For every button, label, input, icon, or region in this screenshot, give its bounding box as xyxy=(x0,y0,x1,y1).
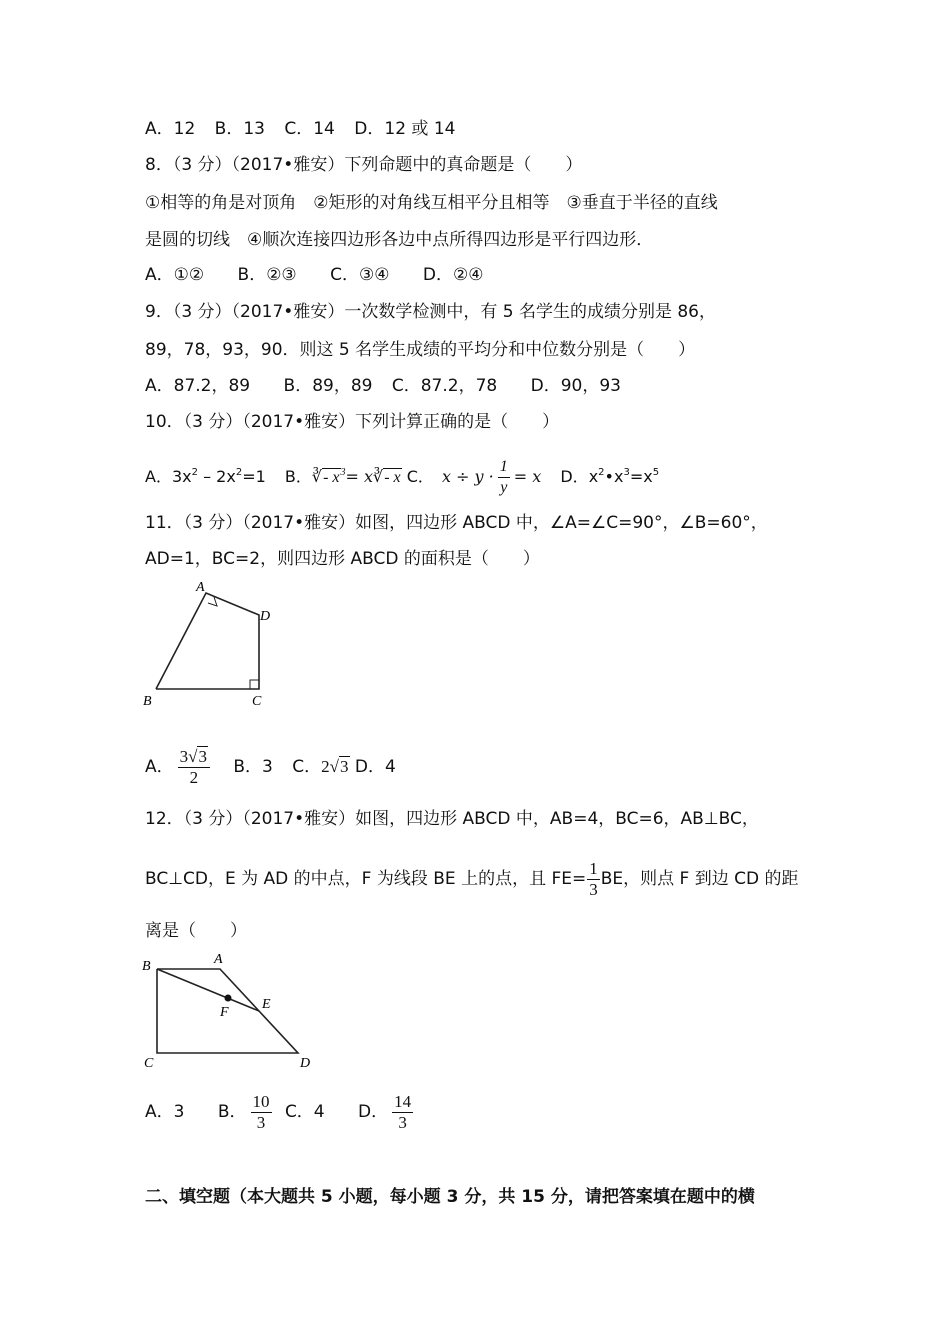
q12-label-d: D xyxy=(300,1056,311,1071)
q12-option-d: D． $\frac{14}{3}$ xyxy=(358,1091,412,1132)
q11-option-d: D．4 xyxy=(354,757,396,777)
q12-label-f: F xyxy=(220,1005,229,1020)
q12-segment-be xyxy=(157,969,259,1011)
q12-option-c: C．4 xyxy=(284,1102,325,1122)
q11-options xyxy=(145,745,396,789)
q8-line1: ①相等的角是对顶角 ②矩形的对角线互相平分且相等 ③垂直于半径的直线 xyxy=(145,193,718,213)
q9-options xyxy=(145,375,621,397)
q9-option-d: D．90，93 xyxy=(530,376,621,396)
q7-option-a: A．12 xyxy=(145,119,196,139)
q9-option-c: C．87.2，78 xyxy=(391,376,498,396)
q11-quadrilateral xyxy=(156,593,259,689)
q12-label-c: C xyxy=(144,1056,154,1071)
q12-stem: 12．（3 分）（2017•雅安）如图，四边形 ABCD 中，AB=4，BC=6，AB⊥BC， xyxy=(145,809,759,829)
q7-option-d: D．12 或 14 xyxy=(354,119,456,139)
q11-label-c: C xyxy=(252,694,262,709)
q8-option-c: C．③④ xyxy=(330,265,390,285)
q11-option-c: C．2√3 xyxy=(292,757,349,777)
q10-stem: 10．（3 分）（2017•雅安）下列计算正确的是（ ） xyxy=(145,412,560,432)
q7-option-b: B．13 xyxy=(214,119,265,139)
q12-figure xyxy=(138,950,318,1075)
q11-option-a: A． $\frac{3√3}{2}$ xyxy=(145,757,214,777)
q11-right-angle-c xyxy=(250,680,259,689)
q10-option-d: D．$x^2•x^3=x^5$ xyxy=(560,467,660,486)
q11-line2: AD=1，BC=2，则四边形 ABCD 的面积是（ ） xyxy=(145,549,540,569)
q11-right-angle-a xyxy=(208,597,217,606)
section2-heading: 二、填空题（本大题共 5 小题，每小题 3 分，共 15 分，请把答案填在题中的横 xyxy=(145,1187,755,1207)
q11-option-b: B．3 xyxy=(233,757,273,777)
q8-option-b: B．②③ xyxy=(237,265,297,285)
q12-label-b: B xyxy=(142,959,151,974)
q12-option-b: B． $\frac{10}{3}$ xyxy=(217,1091,270,1132)
q8-options xyxy=(145,264,483,286)
q11-label-d: D xyxy=(260,609,271,624)
q12-line3: 离是（ ） xyxy=(145,921,247,941)
q12-point-f xyxy=(225,995,232,1002)
q8-stem: 8．（3 分）（2017•雅安）下列命题中的真命题是（ ） xyxy=(145,155,583,175)
q9-line2: 89，78，93，90．则这 5 名学生成绩的平均分和中位数分别是（ ） xyxy=(145,340,696,360)
q12-line2: BC⊥CD，E 为 AD 的中点，F 为线段 BE 上的点，且 FE= $\frac{1}{3}$ BE，则点 F 到边 CD 的距 xyxy=(145,858,799,899)
q12-label-e: E xyxy=(262,997,271,1012)
q12-label-a: A xyxy=(214,952,223,967)
q9-option-b: B．89，89 xyxy=(283,376,373,396)
q9-stem: 9．（3 分）（2017•雅安）一次数学检测中，有 5 名学生的成绩分别是 86， xyxy=(145,302,716,322)
q10-option-c: C． x ÷ y · $\frac{1}{y}$ = x xyxy=(406,458,542,496)
q12-options xyxy=(145,1089,417,1135)
q11-label-b: B xyxy=(143,694,152,709)
q10-option-b: B．∛- $x^3=$ x∛- x xyxy=(284,467,401,486)
q12-option-a: A．3 xyxy=(145,1102,185,1122)
q7-option-c: C．14 xyxy=(284,119,335,139)
q11-stem: 11．（3 分）（2017•雅安）如图，四边形 ABCD 中，∠A=∠C=90°，∠B=60°， xyxy=(145,513,768,533)
q11-label-a: A xyxy=(196,580,205,595)
q10-option-a: A．$3x^2 - 2x^2=1$ xyxy=(145,467,266,486)
q8-option-d: D．②④ xyxy=(422,265,484,285)
q8-line2: 是圆的切线 ④顺次连接四边形各边中点所得四边形是平行四边形． xyxy=(145,230,654,250)
q10-options xyxy=(145,452,659,499)
q8-option-a: A．①② xyxy=(145,265,205,285)
q7-options xyxy=(145,118,455,140)
q9-option-a: A．87.2，89 xyxy=(145,376,251,396)
q11-figure xyxy=(138,578,278,710)
